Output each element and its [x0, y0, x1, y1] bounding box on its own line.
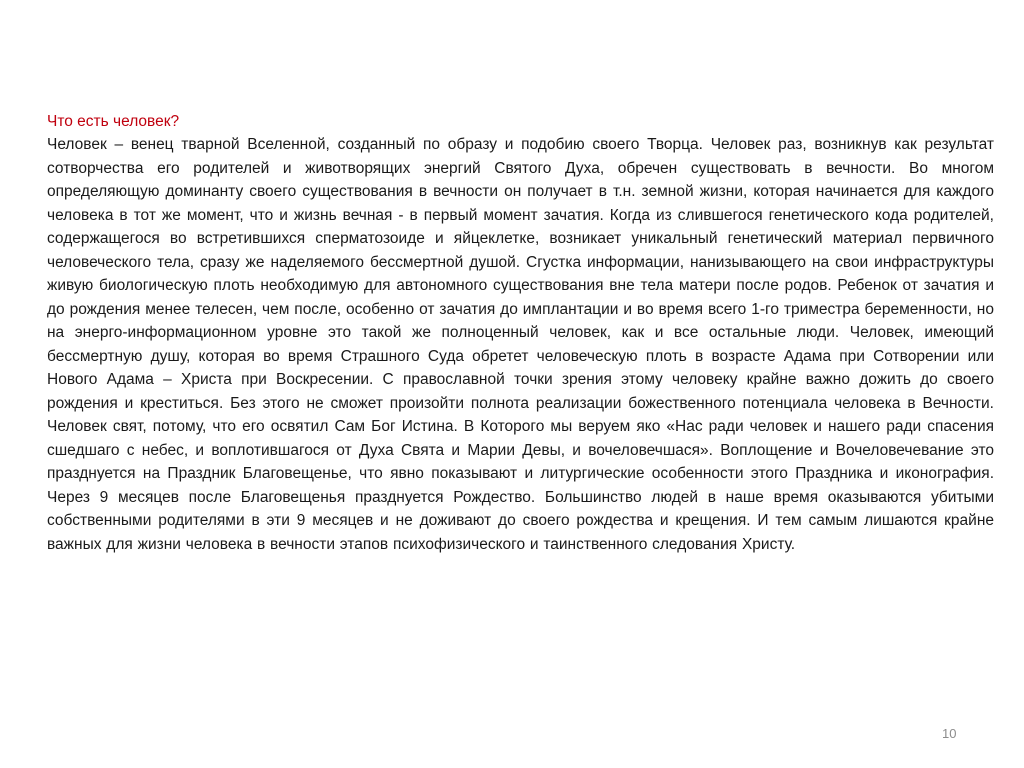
- slide-body-text: Человек – венец тварной Вселенной, созданный по образу и подобию своего Творца. Человек раз, возникнув как результат сотворчества его родителей и животворящих энергий Святого Духа, обречен существовать в вечности. Во многом определяющую доминанту своего существования в вечности он получает в т.н. земной жизни, которая начинается для каждого человека в тот же момент, что и жизнь вечная - в первый момент зачатия. Когда из слившегося генетического кода родителей, содержащегося во встретившихся сперматозоиде и яйцеклетке, возникает уникальный генетический материал первичного человеческого тела, сразу же наделяемого бессмертной душой. Сгустка информации, нанизывающего на свои инфраструктуры живую биологическую плоть необходимую для автономного существования вне тела матери после родов. Ребенок от зачатия и до рождения менее телесен, чем после, особенно от зачатия до имплантации и во время всего 1-го триместра беременности, но на энерго-информационном уровне это такой же полноценный человек, как и все остальные люди. Человек, имеющий бессмертную душу, которая во время Страшного Суда обретет человеческую плоть в возрасте Адама при Сотворении или Нового Адама – Христа при Воскресении. С православной точки зрения этому человеку крайне важно дожить до своего рождения и креститься. Без этого не сможет произойти полнота реализации божественного потенциала человека в Вечности. Человек свят, потому, что его освятил Сам Бог Истина. В Которого мы веруем яко «Нас ради человек и нашего ради спасения сшедшаго с небес, и воплотившагося от Духа Свята и Марии Девы, и вочеловечшася». Воплощение и Вочеловечевание это празднуется на Праздник Благовещенье, что явно показывают и литургические особенности этого Праздника и иконография. Через 9 месяцев после Благовещенья празднуется Рождество. Большинство людей в наше время оказываются убитыми собственными родителями в эти 9 месяцев и не доживают до своего рождества и крещения. И тем самым лишаются крайне важных для жизни человека в вечности этапов психофизического и таинственного следования Христу.: [47, 136, 994, 553]
- page-number: 10: [942, 726, 957, 741]
- slide-heading: Что есть человек?: [47, 113, 180, 130]
